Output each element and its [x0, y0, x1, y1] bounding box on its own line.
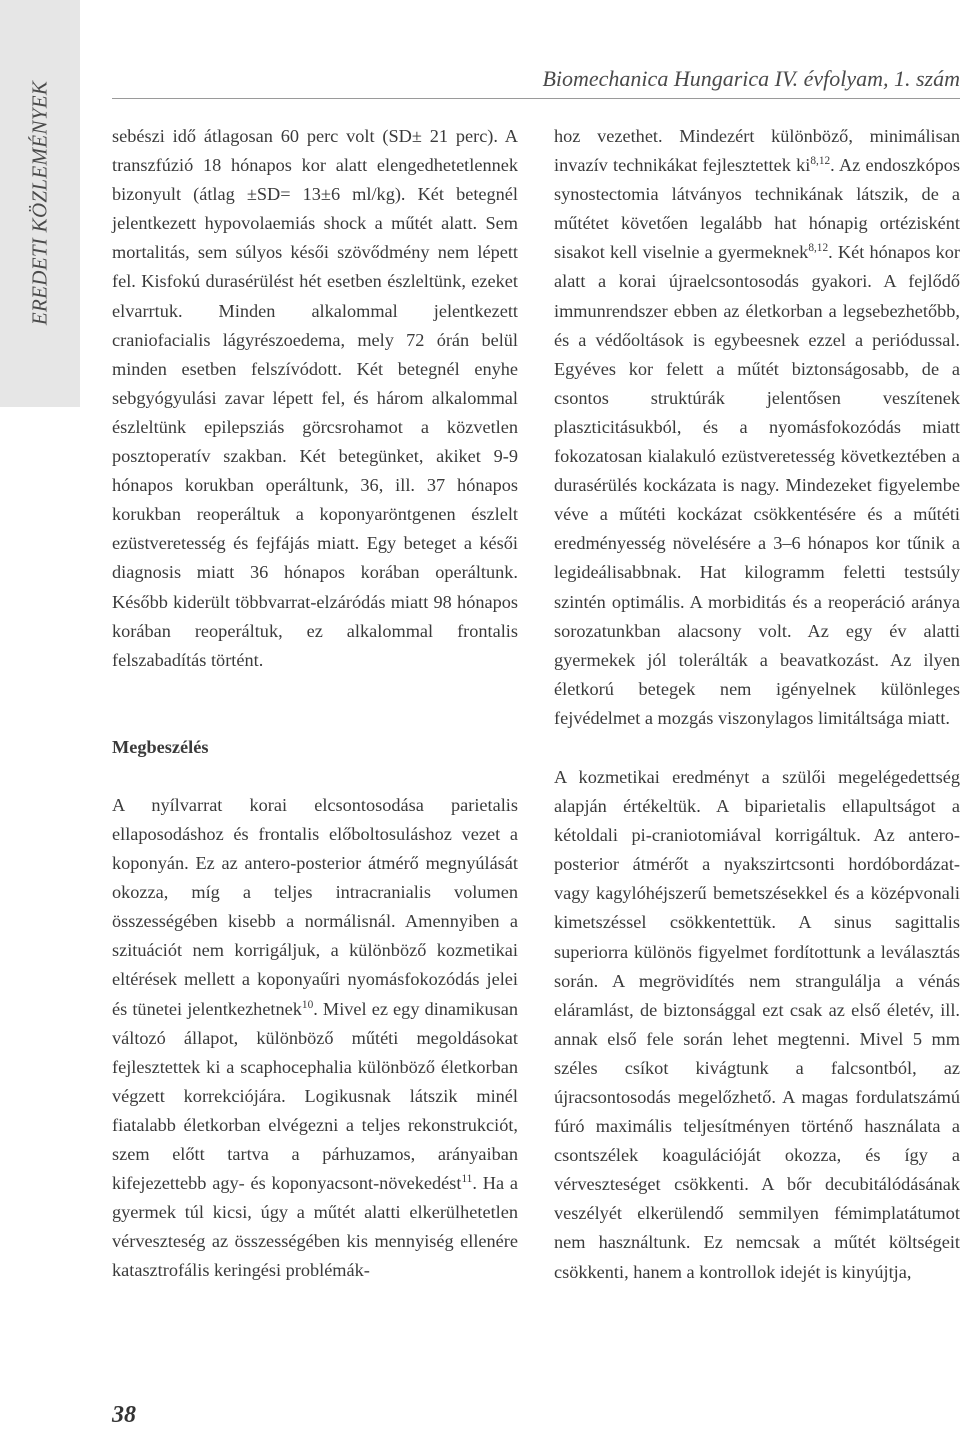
discussion-text-3: . Ha a gyermek túl kicsi, úgy a műtét alatti elkerülhetetlen vérveszteség az összességében kis mennyiség ellenére katasztrofális keringési problémák- [112, 1173, 518, 1281]
section-tab-label: EREDETI KÖZLEMÉNYEK [27, 80, 52, 326]
header-rule [112, 98, 960, 99]
right-column [554, 122, 960, 1287]
continuation-text-1: hoz vezethet. Mindezért különböző, minimálisan invazív technikákat fejlesztettek ki [554, 126, 960, 176]
cosmetic-paragraph: A kozmetikai eredményt a szülői megelégedettség alapján értékeltük. A biparietalis ellapultságot a kétoldali pi-craniotomiával korrigáltuk. Az antero-posterior átmérőt a nyakszirtcsonti hordóbordázat- vagy kagylóhéjszerű bemetszésekkel és a középvonali kimetszéssel csökkentettük. A sinus sagittalis superiorra különös figyelmet fordítottunk a leválasztás során. A megrövidítés nem strangulálja a vénás eláramlást, de biztonsággal ezt csak az első életév, ill. annak első fele során lehet megtenni. Mivel 5 mm széles csíkot kivágtunk a falcsontból, az újracsontosodás megelőzhető. A magas fordulatszámú fúró maximális teljesítményen történő használata a csontszélek koagulációját okozza, és így a vérveszteséget csökkenti. A bőr decubitálódásának veszélyét elkerülendő semmilyen fémimplatátumot nem használtunk. Ez nemcsak a műtét költségeit csökkenti, hanem a kontrollok idejét is kinyújtja, [554, 766, 960, 1282]
citation-ref: 8,12 [808, 242, 829, 255]
citation-ref: 8,12 [810, 155, 831, 167]
discussion-paragraph [112, 791, 518, 1286]
discussion-text-1: A nyílvarrat korai elcsontosodása parietalis ellaposodáshoz és frontalis előboltosuláshoz vezet a koponyán. Ez az antero-posterior átmérő megnyúlását okozza, míg a teljes intracranialis volumen összességében kisebb a normálisnál. Amennyiben a szituációt nem korrigáljuk, a különböző kozmetikai eltérések mellett a koponyaűri nyomásfokozódás jelei és tünetei jelentkezhetnek [112, 794, 518, 1019]
citation-ref: 11 [461, 1173, 473, 1185]
section-heading-discussion: Megbeszélés [112, 736, 209, 757]
journal-header: Biomechanica Hungarica IV. évfolyam, 1. szám [542, 66, 960, 91]
continuation-text-3: . Két hónapos kor alatt a korai újraelcsontosodás gyakori. A fejlődő immunrendszer ebben az életkorban a legsebezhetőbb, és a védőoltások is egybeesnek ezzel a periódussal. Egyéves kor felett a műtét biztonságosabb, de a csontos struktúrák jelentősen veszítenek plaszticitásukból, és a nyomásfokozódás miatt fokozatosan kialakuló ezüstveretesség következtében a durasérülés kockázata is nagy. Mindezeket figyelembe véve a műtéti kockázat csökkentésére és a műtéti eredményesség növelésére a 3–6 hónapos kor tűnik a legideálisabbnak. Hat kilogramm feletti testsúly szintén optimális. A morbiditás és a reoperáció aránya sorozatunkban alacsony volt. Az egy év alatti gyermekek jól tolerálták a beavatkozást. Az ilyen életkorú betegek nem igényelnek különleges fejvédelmet a mozgás viszonylagos limitáltsága miatt. [554, 242, 960, 728]
citation-ref: 10 [301, 998, 314, 1011]
continuation-text-2: . Az endoszkópos synostectomia látványos technikának látszik, de a műtétet követően legalább hat hónapig ortézisként sisakot kell viselnie a gyermeknek [554, 155, 960, 263]
left-column [112, 122, 518, 1285]
discussion-text-2: . Mivel ez egy dinamikusan változó állapot, különböző műtéti megoldásokat fejlesztettek ki a scaphocephalia különböző életkorban végzett korrekciójára. Logikusnak látszik minél fiatalabb életkorban elvégezni a teljes rekonstrukciót, szem előtt tartva a párhuzamos, arányaiban kifejezettebb agy- és koponyacsont-növekedést [112, 998, 518, 1194]
results-paragraph: sebészi idő átlagosan 60 perc volt (SD± 21 perc). A transzfúzió 18 hónapos kor alatt elengedhetetlennek bizonyult (átlag ±SD= 13±6 ml/kg). Két betegnél jelentkezett hypovolaemiás shock a műtét alatt. Sem mortalitás, sem súlyos késői szövődmény nem lépett fel. Kisfokú durasérülést hét esetben észleltünk, ezeket elvarrtuk. Minden alkalommal jelentkezett craniofacialis lágyrészoedema, mely 72 órán belül minden esetben felszívódott. Két betegnél enyhe sebgyógyulási zavar lépett fel, és három alkalommal észleltünk epilepsziás görcsrohamot a közvetlen posztoperatív szakban. Két betegünket, akiket 9-9 hónapos korukban operáltunk, 36, ill. 37 hónapos korukban reoperáltuk a koponyaröntgenen észlelt ezüstveretesség és fejfájás miatt. Egy beteget a késői diagnosis miatt 36 hónapos korában operáltunk. Később kiderült többvarrat-elzáródás miatt 98 hónapos korában reoperáltuk, ez alkalommal frontalis felszabadítás történt. [112, 126, 518, 670]
page-number: 38 [112, 1402, 136, 1428]
section-tab [0, 0, 80, 407]
continuation-paragraph [554, 122, 960, 733]
